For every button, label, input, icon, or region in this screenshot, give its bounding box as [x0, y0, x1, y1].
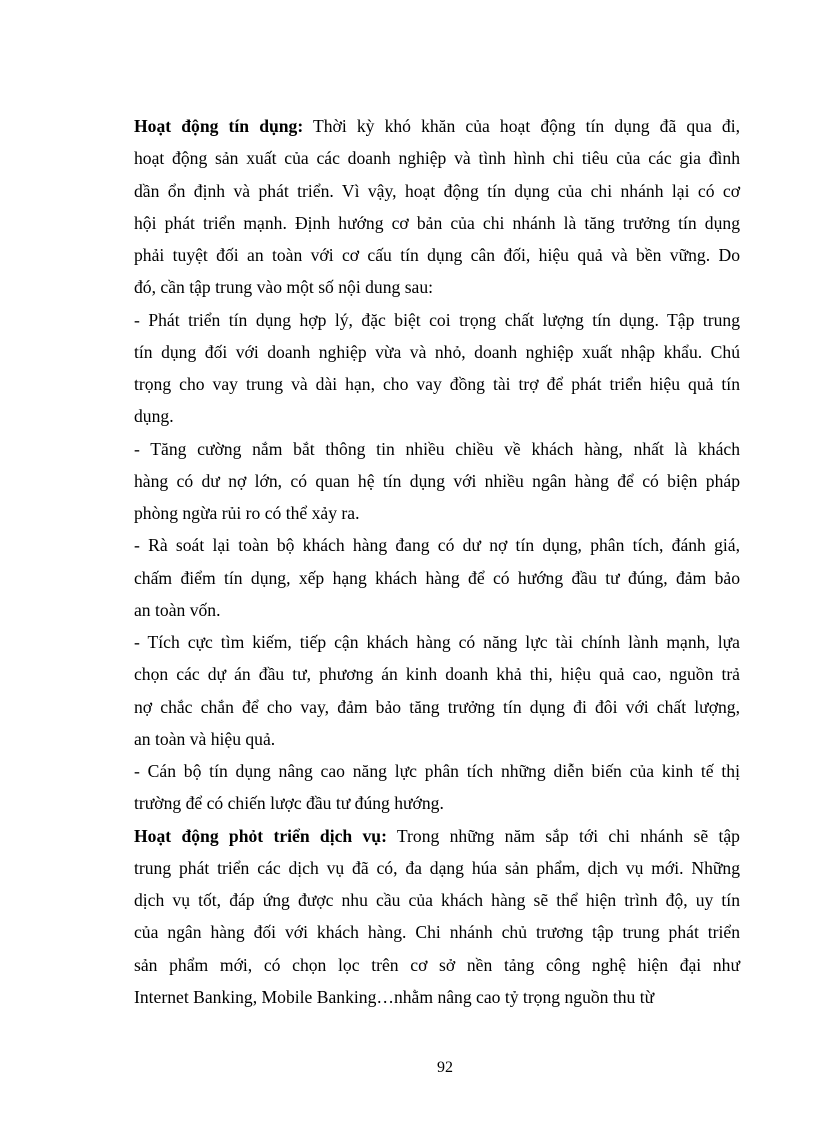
text-line: [134, 400, 740, 432]
text-line: [134, 336, 740, 368]
text-line: [134, 787, 740, 819]
text-line: [134, 755, 740, 787]
line-text: hàng có dư nợ lớn, có quan hệ tín dụng với nhiều ngân hàng để có biện pháp: [134, 470, 740, 491]
line-text: Internet Banking, Mobile Banking…nhằm nâng cao tỷ trọng nguồn thu từ: [134, 986, 655, 1007]
line-text: phòng ngừa rủi ro có thể xảy ra.: [134, 503, 360, 523]
line-text: dần ổn định và phát triển. Vì vậy, hoạt động tín dụng của chi nhánh lại có cơ: [134, 180, 740, 201]
line-text: sản phẩm mới, có chọn lọc trên cơ sở nền tảng công nghệ hiện đại như: [134, 954, 740, 975]
text-line: [134, 658, 740, 690]
text-line: [134, 949, 740, 981]
line-text: - Phát triển tín dụng hợp lý, đặc biệt coi trọng chất lượng tín dụng. Tập trung: [134, 309, 740, 330]
line-text: dịch vụ tốt, đáp ứng được nhu cầu của khách hàng sẽ thể hiện trình độ, uy tín: [134, 890, 740, 910]
section-heading: Hoạt động phỏt triển dịch vụ:: [134, 825, 387, 846]
line-text: dụng.: [134, 406, 174, 427]
line-text: nợ chắc chắn để cho vay, đảm bảo tăng trưởng tín dụng đi đôi với chất lượng,: [134, 696, 740, 717]
text-line: [134, 529, 740, 561]
text-line: [134, 497, 740, 529]
text-line: [134, 594, 740, 626]
text-line: [134, 691, 740, 723]
line-text: - Tích cực tìm kiếm, tiếp cận khách hàng có năng lực tài chính lành mạnh, lựa: [134, 632, 740, 652]
text-line: [134, 271, 740, 303]
page-number: 92: [437, 1059, 453, 1076]
text-line: [134, 820, 740, 852]
line-text: phải tuyệt đối an toàn với cơ cấu tín dụng cân đối, hiệu quả và bền vững. Do: [134, 245, 740, 265]
line-text: - Rà soát lại toàn bộ khách hàng đang có dư nợ tín dụng, phân tích, đánh giá,: [134, 535, 740, 556]
paragraph-lines: [134, 110, 740, 1013]
text-line: [134, 304, 740, 336]
text-line: [134, 207, 740, 239]
section-heading: Hoạt động tín dụng:: [134, 116, 304, 136]
line-text: chấm điểm tín dụng, xếp hạng khách hàng để có hướng đầu tư đúng, đảm bảo: [134, 567, 740, 588]
line-text: đó, cần tập trung vào một số nội dung sau:: [134, 277, 434, 298]
text-line: [134, 852, 740, 884]
line-text: chọn các dự án đầu tư, phương án kinh doanh khả thi, hiệu quả cao, nguồn trả: [134, 664, 740, 685]
text-line: [134, 465, 740, 497]
text-line: [134, 175, 740, 207]
text-line: [134, 884, 740, 916]
text-line: [134, 110, 740, 142]
text-line: [134, 626, 740, 658]
text-line: [134, 239, 740, 271]
line-text: trọng cho vay trung và dài hạn, cho vay đồng tài trợ để phát triển hiệu quả tín: [134, 374, 740, 394]
text-line: [134, 916, 740, 948]
text-line: [134, 981, 740, 1013]
text-line: [134, 562, 740, 594]
line-text: của ngân hàng đối với khách hàng. Chi nhánh chủ trương tập trung phát triển: [134, 922, 740, 943]
line-text: an toàn và hiệu quả.: [134, 728, 276, 749]
line-text: tín dụng đối với doanh nghiệp vừa và nhỏ, doanh nghiệp xuất nhập khẩu. Chú: [134, 341, 740, 362]
text-line: [134, 368, 740, 400]
line-text: - Cán bộ tín dụng nâng cao năng lực phân tích những diễn biến của kinh tế thị: [134, 761, 740, 781]
line-text: trung phát triển các dịch vụ đã có, đa dạng húa sản phẩm, dịch vụ mới. Những: [134, 857, 740, 878]
line-text: Trong những năm sắp tới chi nhánh sẽ tập: [386, 825, 740, 846]
line-text: an toàn vốn.: [134, 599, 221, 620]
text-line: [134, 723, 740, 755]
document-body: [134, 110, 740, 1013]
line-text: Thời kỳ khó khăn của hoạt động tín dụng đã qua đi,: [303, 116, 740, 136]
line-text: - Tăng cường nắm bắt thông tin nhiều chiều về khách hàng, nhất là khách: [134, 438, 740, 459]
line-text: hoạt động sản xuất của các doanh nghiệp và tình hình chi tiêu của các gia đình: [134, 148, 740, 169]
line-text: trường để có chiến lược đầu tư đúng hướng.: [134, 793, 444, 814]
text-line: [134, 433, 740, 465]
line-text: hội phát triển mạnh. Định hướng cơ bản của chi nhánh là tăng trưởng tín dụng: [134, 212, 740, 233]
text-line: [134, 142, 740, 174]
